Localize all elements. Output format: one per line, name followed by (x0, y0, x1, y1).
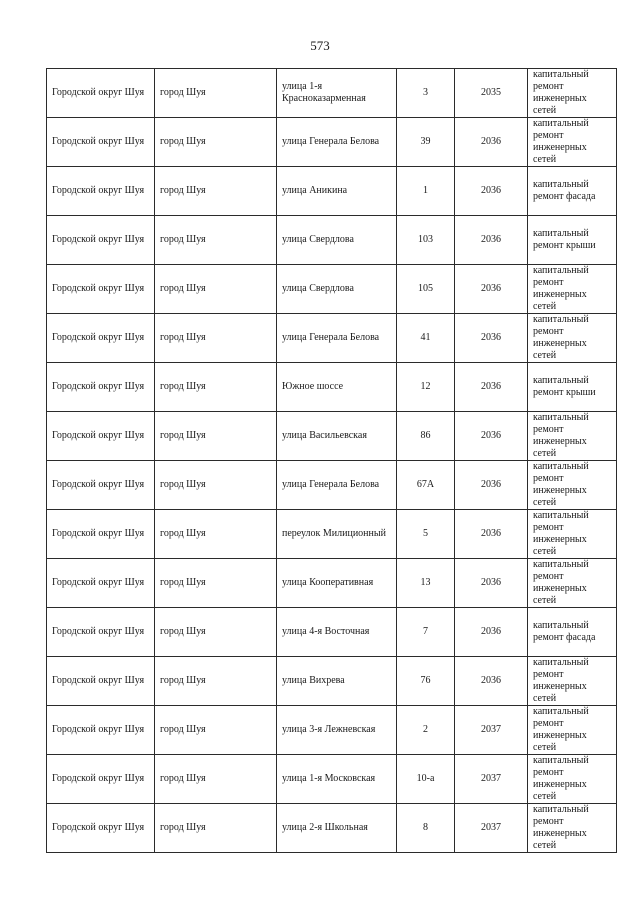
year-cell: 2035 (455, 69, 528, 118)
work-type-cell: капитальный ремонт инженерных сетей (528, 657, 617, 706)
year-cell: 2036 (455, 314, 528, 363)
year-cell: 2036 (455, 412, 528, 461)
street-cell: улица 4-я Восточная (277, 608, 397, 657)
house-number-cell: 86 (397, 412, 455, 461)
table-row (47, 510, 617, 559)
city-cell: город Шуя (155, 363, 277, 412)
year-cell: 2036 (455, 657, 528, 706)
municipality-cell: Городской округ Шуя (47, 755, 155, 804)
city-cell: город Шуя (155, 559, 277, 608)
city-cell: город Шуя (155, 69, 277, 118)
municipality-cell: Городской округ Шуя (47, 608, 155, 657)
year-cell: 2036 (455, 559, 528, 608)
table-row (47, 363, 617, 412)
city-cell: город Шуя (155, 608, 277, 657)
table-row (47, 314, 617, 363)
work-type-cell: капитальный ремонт инженерных сетей (528, 461, 617, 510)
work-type-cell: капитальный ремонт инженерных сетей (528, 804, 617, 853)
street-cell: улица 2-я Школьная (277, 804, 397, 853)
municipality-cell: Городской округ Шуя (47, 265, 155, 314)
city-cell: город Шуя (155, 314, 277, 363)
table-row (47, 216, 617, 265)
city-cell: город Шуя (155, 265, 277, 314)
house-number-cell: 105 (397, 265, 455, 314)
work-type-cell: капитальный ремонт инженерных сетей (528, 265, 617, 314)
year-cell: 2036 (455, 216, 528, 265)
street-cell: улица Вихрева (277, 657, 397, 706)
year-cell: 2036 (455, 608, 528, 657)
city-cell: город Шуя (155, 510, 277, 559)
table-body (47, 69, 617, 853)
street-cell: улица Свердлова (277, 265, 397, 314)
municipality-cell: Городской округ Шуя (47, 461, 155, 510)
work-type-cell: капитальный ремонт инженерных сетей (528, 706, 617, 755)
work-type-cell: капитальный ремонт инженерных сетей (528, 510, 617, 559)
city-cell: город Шуя (155, 461, 277, 510)
work-type-cell: капитальный ремонт фасада (528, 608, 617, 657)
table-row (47, 69, 617, 118)
repair-schedule-table (46, 68, 617, 853)
city-cell: город Шуя (155, 706, 277, 755)
municipality-cell: Городской округ Шуя (47, 167, 155, 216)
house-number-cell: 7 (397, 608, 455, 657)
municipality-cell: Городской округ Шуя (47, 706, 155, 755)
house-number-cell: 1 (397, 167, 455, 216)
house-number-cell: 103 (397, 216, 455, 265)
year-cell: 2036 (455, 265, 528, 314)
street-cell: переулок Милиционный (277, 510, 397, 559)
street-cell: улица Генерала Белова (277, 314, 397, 363)
house-number-cell: 76 (397, 657, 455, 706)
municipality-cell: Городской округ Шуя (47, 69, 155, 118)
year-cell: 2036 (455, 510, 528, 559)
table-row (47, 608, 617, 657)
house-number-cell: 2 (397, 706, 455, 755)
house-number-cell: 5 (397, 510, 455, 559)
table-row (47, 461, 617, 510)
street-cell: Южное шоссе (277, 363, 397, 412)
city-cell: город Шуя (155, 167, 277, 216)
house-number-cell: 39 (397, 118, 455, 167)
page-number: 573 (310, 38, 330, 53)
municipality-cell: Городской округ Шуя (47, 804, 155, 853)
house-number-cell: 8 (397, 804, 455, 853)
house-number-cell: 13 (397, 559, 455, 608)
house-number-cell: 12 (397, 363, 455, 412)
city-cell: город Шуя (155, 412, 277, 461)
work-type-cell: капитальный ремонт инженерных сетей (528, 314, 617, 363)
house-number-cell: 10-а (397, 755, 455, 804)
street-cell: улица Кооперативная (277, 559, 397, 608)
table-row (47, 755, 617, 804)
year-cell: 2036 (455, 118, 528, 167)
street-cell: улица 3-я Лежневская (277, 706, 397, 755)
year-cell: 2037 (455, 706, 528, 755)
street-cell: улица 1-я Московская (277, 755, 397, 804)
work-type-cell: капитальный ремонт инженерных сетей (528, 755, 617, 804)
street-cell: улица Аникина (277, 167, 397, 216)
municipality-cell: Городской округ Шуя (47, 314, 155, 363)
work-type-cell: капитальный ремонт инженерных сетей (528, 412, 617, 461)
work-type-cell: капитальный ремонт инженерных сетей (528, 559, 617, 608)
municipality-cell: Городской округ Шуя (47, 363, 155, 412)
municipality-cell: Городской округ Шуя (47, 118, 155, 167)
street-cell: улица Генерала Белова (277, 118, 397, 167)
table-row (47, 657, 617, 706)
municipality-cell: Городской округ Шуя (47, 216, 155, 265)
street-cell: улица 1-я Красноказарменная (277, 69, 397, 118)
year-cell: 2036 (455, 461, 528, 510)
house-number-cell: 3 (397, 69, 455, 118)
city-cell: город Шуя (155, 216, 277, 265)
house-number-cell: 41 (397, 314, 455, 363)
city-cell: город Шуя (155, 657, 277, 706)
year-cell: 2037 (455, 804, 528, 853)
work-type-cell: капитальный ремонт инженерных сетей (528, 69, 617, 118)
table-row (47, 559, 617, 608)
street-cell: улица Свердлова (277, 216, 397, 265)
house-number-cell: 67А (397, 461, 455, 510)
table-row (47, 804, 617, 853)
work-type-cell: капитальный ремонт крыши (528, 363, 617, 412)
city-cell: город Шуя (155, 118, 277, 167)
table-row (47, 265, 617, 314)
year-cell: 2036 (455, 167, 528, 216)
table-row (47, 167, 617, 216)
city-cell: город Шуя (155, 755, 277, 804)
city-cell: город Шуя (155, 804, 277, 853)
year-cell: 2037 (455, 755, 528, 804)
municipality-cell: Городской округ Шуя (47, 657, 155, 706)
year-cell: 2036 (455, 363, 528, 412)
table-row (47, 412, 617, 461)
work-type-cell: капитальный ремонт инженерных сетей (528, 118, 617, 167)
street-cell: улица Генерала Белова (277, 461, 397, 510)
municipality-cell: Городской округ Шуя (47, 510, 155, 559)
work-type-cell: капитальный ремонт фасада (528, 167, 617, 216)
municipality-cell: Городской округ Шуя (47, 412, 155, 461)
work-type-cell: капитальный ремонт крыши (528, 216, 617, 265)
table-row (47, 118, 617, 167)
table-row (47, 706, 617, 755)
street-cell: улица Васильевская (277, 412, 397, 461)
municipality-cell: Городской округ Шуя (47, 559, 155, 608)
